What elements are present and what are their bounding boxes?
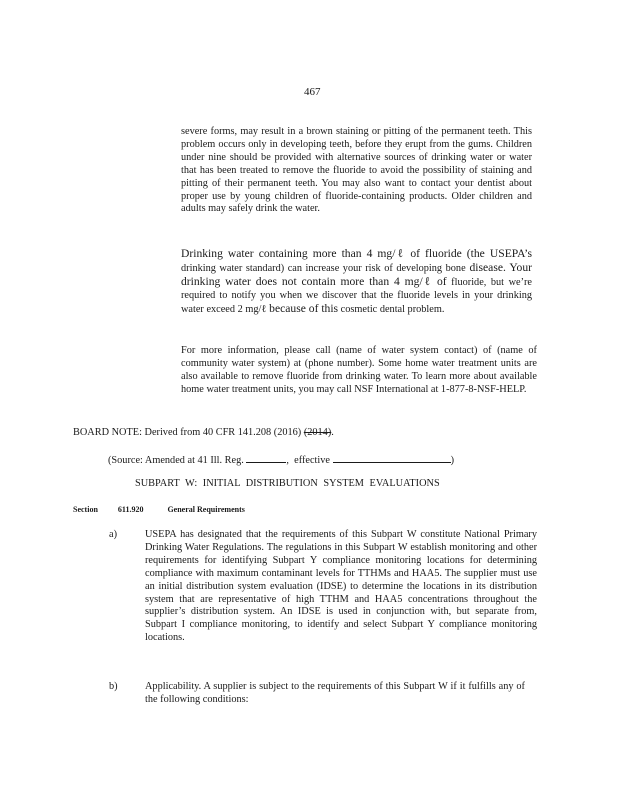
item-a-marker: a) <box>109 529 117 540</box>
board-note <box>73 427 334 440</box>
para2-s4: Your drinking water does not contain more than 4 mg/ℓ of <box>181 260 532 288</box>
page-number: 467 <box>304 86 321 98</box>
item-b-text: Applicability. A supplier is subject to the requirements of this Subpart W if it fulfills any of the following conditions: <box>145 681 525 705</box>
source-line <box>108 452 454 468</box>
para2-s3: disease. <box>465 260 506 274</box>
board-note-text: BOARD NOTE: Derived from 40 CFR 141.208 (2016) <box>73 427 302 438</box>
para2-s7: because of this <box>266 301 339 315</box>
section-heading <box>73 505 245 514</box>
section-title: General Requirements <box>167 505 245 514</box>
section-number: 611.920 <box>117 505 144 514</box>
item-b-marker: b) <box>109 681 118 692</box>
para2-s5: fluoride, but we’re required to notify you when we discover that the fluoride levels in your drinking water exceed <box>181 276 533 315</box>
reg-blank <box>246 452 286 463</box>
fluoride-paragraph-1: severe forms, may result in a brown staining or pitting of the permanent teeth. This problem occurs only in developing teeth, before they erupt from the gums. Children under nine should be provided with alternative sources of drinking water or water that has been treated to remove the fluoride to avoid the possibility of staining and pitting of their permanent teeth. You may also want to contact your dentist about proper use by young children of fluoride-containing products. Older children and adults may safely drink the water. <box>181 126 532 215</box>
effective-date-blank <box>333 452 451 463</box>
source-comma: , <box>286 455 289 466</box>
item-a-text: USEPA has designated that the requirements of this Subpart W constitute National Primary Drinking Water Regulations. The regulations in this Subpart W establish monitoring and other requirements for identifying Subpart Y compliance monitoring locations for determining compliance with maximum contaminant levels for TTHMs and HAA5. The supplier must use an initial distribution system evaluation (IDSE) to determine the locations in its distribution system that are representative of high TTHM and HAA5 concentrations throughout the supplier’s distribution system. An IDSE is used in conjunction with, but separate from, Subpart I compliance monitoring, to identify and select Subpart Y compliance monitoring locations. <box>145 529 537 644</box>
source-prefix: (Source: Amended at 41 Ill. Reg. <box>108 455 244 466</box>
fluoride-paragraph-2 <box>181 248 532 317</box>
para2-s2: drinking water standard) can increase your risk of developing bone <box>181 262 466 274</box>
source-close: ) <box>450 455 454 466</box>
section-label: Section <box>73 505 98 514</box>
fluoride-paragraph-3: For more information, please call (name of water system contact) of (name of community water system) at (phone number). Some home water treatment units are also available to remove fluoride from drinking water. To learn more about available home water treatment units, you may call NSF International at 1-877-8-NSF-HELP. <box>181 345 537 395</box>
board-note-end: . <box>331 427 334 438</box>
subpart-title: SUBPART W: INITIAL DISTRIBUTION SYSTEM EVALUATIONS <box>135 478 440 489</box>
source-effective: effective <box>294 455 330 466</box>
para2-s1: Drinking water containing more than 4 mg/ℓ of fluoride (the USEPA’s <box>181 247 532 260</box>
board-note-struck-year: (2014) <box>303 427 332 438</box>
para2-s6: 2 mg/ℓ <box>235 303 267 315</box>
para2-s8: cosmetic dental problem. <box>338 303 445 315</box>
